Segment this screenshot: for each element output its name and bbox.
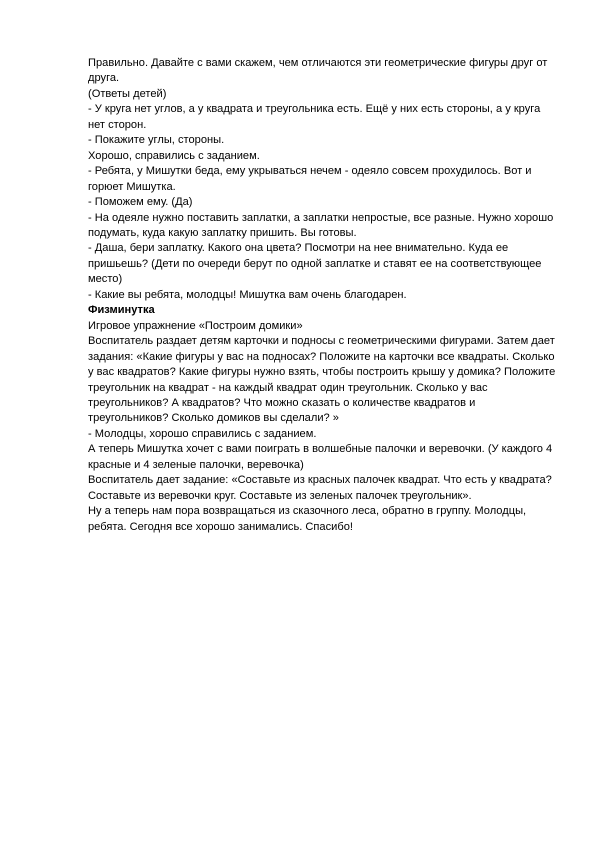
document-body — [88, 56, 558, 535]
paragraph-well-done: Хорошо, справились с заданием. — [88, 149, 260, 162]
paragraph-well-done-2: - Молодцы, хорошо справились с заданием. — [88, 427, 317, 440]
paragraph-game-exercise-title: Игровое упражнение «Построим домики» — [88, 319, 303, 332]
paragraph-magic-sticks: А теперь Мишутка хочет с вами поиграть в волшебные палочки и веревочки. (У каждого 4 красные и 4 зеленые палочки, веревочка) — [88, 443, 553, 471]
paragraph-mishutka-trouble: - Ребята, у Мишутки беда, ему укрываться нечем - одеяло совсем прохудилось. Вот и горюет Мишутка. — [88, 165, 532, 193]
paragraph-children-answers: (Ответы детей) — [88, 87, 167, 100]
paragraph-help-him: - Поможем ему. (Да) — [88, 196, 193, 209]
paragraph-teacher-task: Воспитатель дает задание: «Составьте из красных палочек квадрат. Что есть у квадрата? Составьте из веревочки круг. Составьте из зеленых палочек треугольник». — [88, 474, 552, 502]
paragraph-dasha-patch: - Даша, бери заплатку. Какого она цвета? Посмотри на нее внимательно. Куда ее пришьешь? (Дети по очереди берут по одной заплатке и ставят ее на соответствующее место) — [88, 242, 542, 286]
paragraph-teacher-cards: Воспитатель раздает детям карточки и подносы с геометрическими фигурами. Затем дает задания: «Какие фигуры у вас на подносах? Положите на карточки все квадраты. Сколько у вас квадратов? Какие фигуры нужно взять, чтобы построить крышу у домика? Положите треугольник на квадрат - на каждый квадрат один треугольник. Сколько у вас треугольников? А квадратов? Что можно сказать о количестве квадратов и треугольников? Сколько домиков вы сделали? » — [88, 335, 556, 425]
paragraph-intro: Правильно. Давайте с вами скажем, чем отличаются эти геометрические фигуры друг от друга. — [88, 57, 548, 85]
paragraph-patches: - На одеяле нужно поставить заплатки, а заплатки непростые, все разные. Нужно хорошо подумать, куда какую заплатку пришить. Вы готовы. — [88, 211, 554, 239]
paragraph-show-corners: - Покажите углы, стороны. — [88, 134, 225, 147]
paragraph-thanks: - Какие вы ребята, молодцы! Мишутка вам очень благодарен. — [88, 288, 407, 301]
paragraph-circle-corners: - У круга нет углов, а у квадрата и треугольника есть. Ещё у них есть стороны, а у круга нет сторон. — [88, 103, 541, 131]
section-heading-fizminutka: Физминутка — [88, 304, 155, 317]
paragraph-closing: Ну а теперь нам пора возвращаться из сказочного леса, обратно в группу. Молодцы, ребята. Сегодня все хорошо занимались. Спасибо! — [88, 505, 527, 533]
